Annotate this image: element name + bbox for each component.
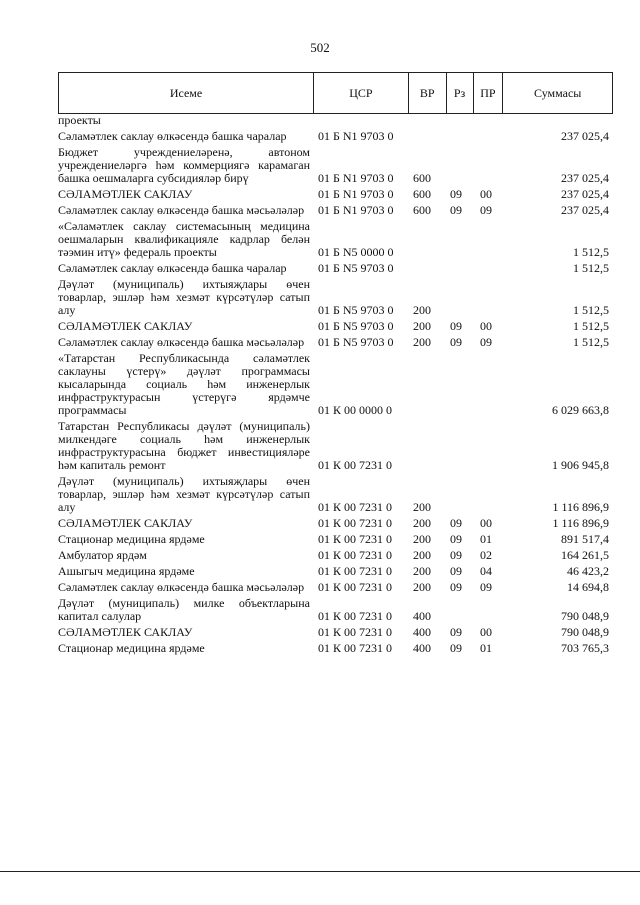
cell-vr: 200 — [413, 516, 431, 530]
cell-sum: 237 025,4 — [561, 171, 609, 185]
table-row — [58, 188, 613, 201]
cell-csr: 01 К 00 7231 0 — [318, 609, 393, 623]
cell-pr: 00 — [480, 187, 492, 201]
column-header-sum: Суммасы — [534, 85, 582, 100]
cell-sum: 1 512,5 — [573, 261, 609, 275]
table-row — [58, 565, 613, 578]
column-header-name: Исеме — [59, 73, 314, 113]
cell-vr: 600 — [413, 187, 431, 201]
cell-name: Сәламәтлек саклау өлкәсендә башка чаралар — [58, 129, 287, 143]
cell-rz: 09 — [450, 564, 462, 578]
cell-pr: 09 — [480, 580, 492, 594]
cell-vr: 200 — [413, 500, 431, 514]
page-number: 502 — [310, 40, 330, 55]
cell-sum: 6 029 663,8 — [552, 403, 609, 417]
column-header-pr: ПР — [474, 73, 504, 113]
cell-sum: 790 048,9 — [561, 625, 609, 639]
table-row — [58, 352, 613, 417]
cell-name: проекты — [58, 113, 101, 127]
cell-name: Сәламәтлек саклау өлкәсендә башка мәсьәләләр — [58, 335, 305, 349]
column-header-vr: ВР — [409, 73, 447, 113]
table-row — [58, 130, 613, 143]
cell-csr: 01 К 00 7231 0 — [318, 641, 393, 655]
cell-pr: 01 — [480, 532, 492, 546]
cell-pr: 00 — [480, 625, 492, 639]
cell-vr: 200 — [413, 303, 431, 317]
cell-csr: 01 Б N5 9703 0 — [318, 319, 394, 333]
table-row — [58, 642, 613, 655]
cell-name: СӘЛАМӘТЛЕК САКЛАУ — [58, 187, 193, 201]
table-row — [58, 220, 613, 259]
cell-csr: 01 К 00 7231 0 — [318, 625, 393, 639]
cell-sum: 237 025,4 — [561, 129, 609, 143]
cell-sum: 1 512,5 — [573, 335, 609, 349]
cell-csr: 01 Б N5 9703 0 — [318, 335, 394, 349]
cell-name: Дәүләт (муниципаль) милке объектларына капитал салулар — [58, 596, 310, 623]
cell-pr: 09 — [480, 335, 492, 349]
cell-sum: 46 423,2 — [567, 564, 609, 578]
cell-name: Сәламәтлек саклау өлкәсендә башка мәсьәләләр — [58, 580, 305, 594]
table-row — [58, 204, 613, 217]
cell-csr: 01 К 00 7231 0 — [318, 516, 393, 530]
cell-csr: 01 К 00 7231 0 — [318, 548, 393, 562]
bottom-rule — [0, 871, 640, 872]
cell-rz: 09 — [450, 319, 462, 333]
cell-csr: 01 Б N5 9703 0 — [318, 303, 394, 317]
cell-name: СӘЛАМӘТЛЕК САКЛАУ — [58, 516, 193, 530]
table-row — [58, 475, 613, 514]
table-row — [58, 146, 613, 185]
table-row — [58, 597, 613, 623]
cell-sum: 14 694,8 — [567, 580, 609, 594]
cell-name: Дәүләт (муниципаль) ихтыяҗлары өчен товарлар, эшләр һәм хезмәт күрсәтүләр сатып алу — [58, 277, 310, 317]
cell-pr: 02 — [480, 548, 492, 562]
cell-name: Амбулатор ярдәм — [58, 548, 147, 562]
table-row — [58, 278, 613, 317]
table-row — [58, 262, 613, 275]
cell-csr: 01 К 00 7231 0 — [318, 532, 393, 546]
cell-pr: 00 — [480, 516, 492, 530]
cell-csr: 01 Б N5 0000 0 — [318, 245, 394, 259]
cell-name: СӘЛАМӘТЛЕК САКЛАУ — [58, 625, 193, 639]
cell-vr: 200 — [413, 319, 431, 333]
cell-sum: 1 116 896,9 — [552, 516, 609, 530]
cell-pr: 01 — [480, 641, 492, 655]
cell-vr: 400 — [413, 641, 431, 655]
cell-sum: 237 025,4 — [561, 187, 609, 201]
cell-sum: 1 906 945,8 — [552, 458, 609, 472]
cell-csr: 01 Б N1 9703 0 — [318, 129, 394, 143]
cell-rz: 09 — [450, 532, 462, 546]
cell-sum: 891 517,4 — [561, 532, 609, 546]
cell-rz: 09 — [450, 203, 462, 217]
cell-rz: 09 — [450, 516, 462, 530]
table-row — [58, 533, 613, 546]
cell-vr: 200 — [413, 580, 431, 594]
cell-vr: 200 — [413, 548, 431, 562]
cell-pr: 04 — [480, 564, 492, 578]
cell-rz: 09 — [450, 580, 462, 594]
cell-name: СӘЛАМӘТЛЕК САКЛАУ — [58, 319, 193, 333]
cell-sum: 237 025,4 — [561, 203, 609, 217]
cell-csr: 01 К 00 7231 0 — [318, 580, 393, 594]
table-body — [58, 114, 613, 658]
cell-name: «Татарстан Республикасында сәламәтлек саклауны үстерү» дәүләт программасы кысаларында социаль һәм инженерлык инфраструктурасын үстерүгә ярдәмче программасы — [58, 351, 310, 417]
table-row — [58, 517, 613, 530]
cell-rz: 09 — [450, 641, 462, 655]
column-header-rz: Рз — [447, 73, 474, 113]
cell-name: Стационар медицина ярдәме — [58, 641, 205, 655]
cell-name: Стационар медицина ярдәме — [58, 532, 205, 546]
cell-csr: 01 Б N1 9703 0 — [318, 203, 394, 217]
table-row — [58, 320, 613, 333]
cell-vr: 200 — [413, 335, 431, 349]
cell-vr: 200 — [413, 564, 431, 578]
table-row — [58, 549, 613, 562]
cell-csr: 01 Б N1 9703 0 — [318, 171, 394, 185]
cell-sum: 1 512,5 — [573, 319, 609, 333]
table-row — [58, 581, 613, 594]
cell-vr: 200 — [413, 532, 431, 546]
cell-vr: 600 — [413, 203, 431, 217]
column-header-csr: ЦСР — [314, 73, 409, 113]
cell-name: Дәүләт (муниципаль) ихтыяҗлары өчен товарлар, эшләр һәм хезмәт күрсәтүләр сатып алу — [58, 474, 310, 514]
cell-sum: 1 512,5 — [573, 245, 609, 259]
cell-name: Сәламәтлек саклау өлкәсендә башка чаралар — [58, 261, 287, 275]
cell-vr: 400 — [413, 609, 431, 623]
cell-rz: 09 — [450, 625, 462, 639]
cell-sum: 1 116 896,9 — [552, 500, 609, 514]
cell-sum: 1 512,5 — [573, 303, 609, 317]
cell-sum: 703 765,3 — [561, 641, 609, 655]
cell-pr: 00 — [480, 319, 492, 333]
cell-csr: 01 Б N1 9703 0 — [318, 187, 394, 201]
cell-csr: 01 К 00 0000 0 — [318, 403, 393, 417]
cell-csr: 01 Б N5 9703 0 — [318, 261, 394, 275]
cell-name: Ашыгыч медицина ярдәме — [58, 564, 195, 578]
table-row — [58, 336, 613, 349]
table-header — [58, 72, 613, 114]
cell-csr: 01 К 00 7231 0 — [318, 500, 393, 514]
table-row — [58, 420, 613, 472]
cell-sum: 790 048,9 — [561, 609, 609, 623]
cell-name: Бюджет учреждениеләренә, автоном учреждениеләргә һәм коммерциягә карамаган башка оешмаларга субсидияләр бирү — [58, 145, 310, 185]
cell-name: Сәламәтлек саклау өлкәсендә башка мәсьәләләр — [58, 203, 305, 217]
cell-rz: 09 — [450, 548, 462, 562]
cell-rz: 09 — [450, 187, 462, 201]
cell-name: «Сәламәтлек саклау системасының медицина оешмаларын квалификацияле кадрлар белән тәэмин итү» федераль проекты — [58, 219, 310, 259]
cell-name: Татарстан Республикасы дәүләт (муниципаль) милкендәге социаль һәм инженерлык инфраструктурасына бюджет инвестицияләре һәм капиталь ремонт — [58, 419, 310, 472]
table-row — [58, 626, 613, 639]
cell-csr: 01 К 00 7231 0 — [318, 458, 393, 472]
cell-csr: 01 К 00 7231 0 — [318, 564, 393, 578]
table-row — [58, 114, 613, 127]
cell-vr: 400 — [413, 625, 431, 639]
cell-sum: 164 261,5 — [561, 548, 609, 562]
cell-rz: 09 — [450, 335, 462, 349]
cell-vr: 600 — [413, 171, 431, 185]
cell-pr: 09 — [480, 203, 492, 217]
